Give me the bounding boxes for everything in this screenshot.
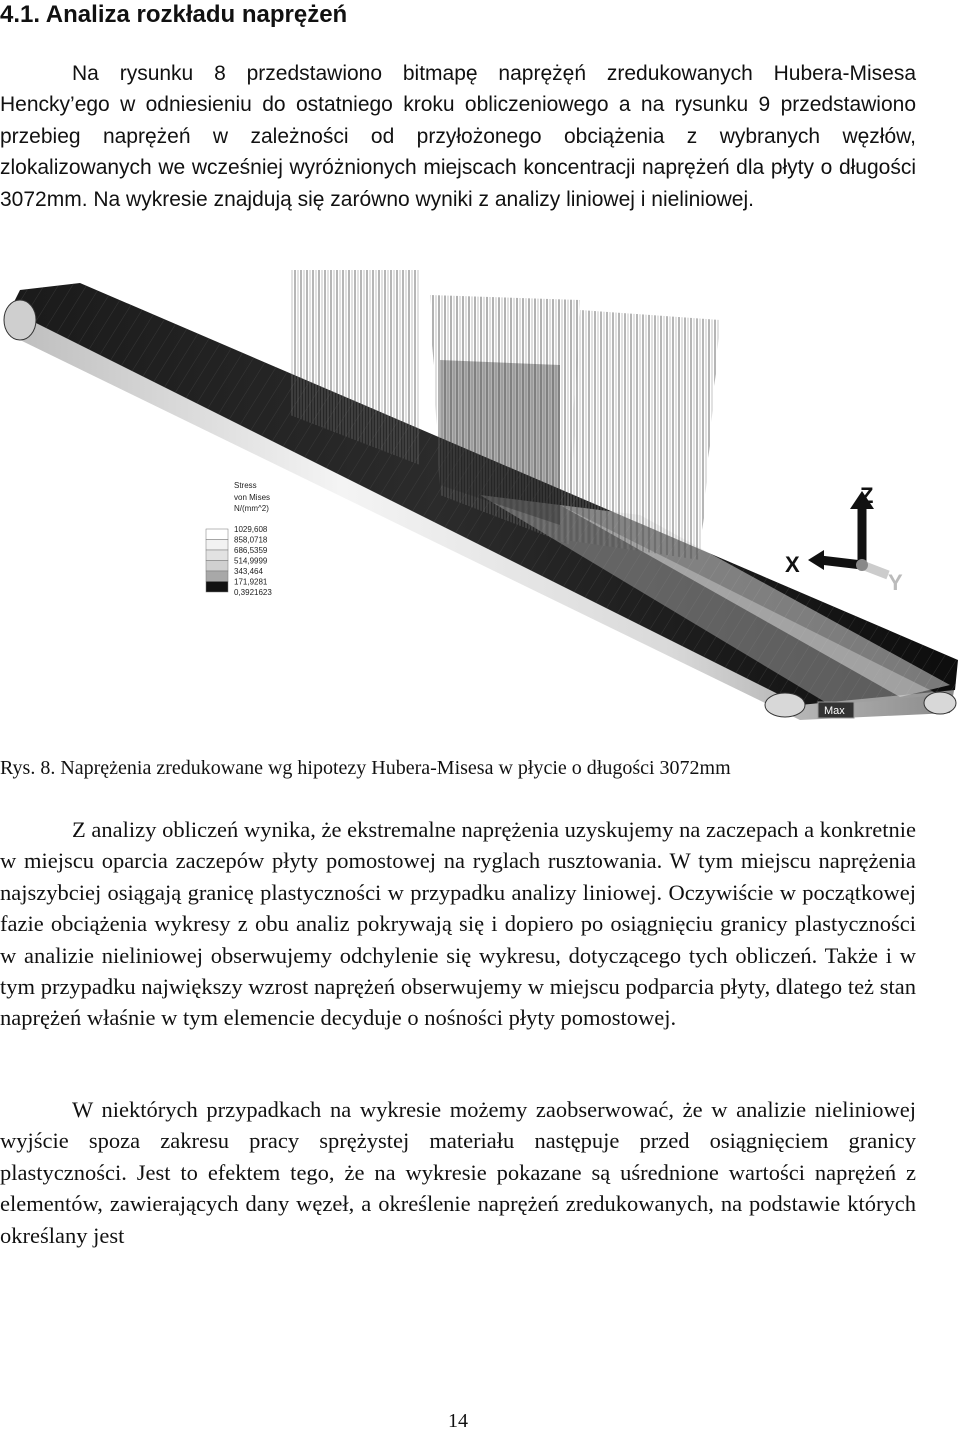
legend-unit: N/(mm^2) [234, 504, 269, 513]
axis-origin [856, 559, 868, 571]
legend-value-label: 1029,608 [234, 525, 268, 534]
hook-right-2 [924, 692, 956, 714]
axis-triad [785, 483, 903, 595]
axis-x-arrowhead [808, 550, 824, 570]
axis-z-label: Z [860, 483, 874, 508]
figure-caption: Rys. 8. Naprężenia zredukowane wg hipotezy Hubera-Misesa w płycie o długości 3072mm [0, 757, 731, 779]
legend-swatch [206, 582, 228, 593]
legend-value-label: 0,3921623 [234, 588, 272, 597]
fem-model-render [0, 265, 960, 725]
paragraph-nonlinear [0, 1094, 916, 1251]
hook-left [4, 300, 36, 340]
paragraph-analysis-text: Z analizy obliczeń wynika, że ekstremalne naprężenia uzyskujemy na zaczepach a konkretnie w miejscu oparcia zaczepów płyty pomostowej na ryglach rusztowania. W tym miejscu naprężenia najszybciej osiągają granicę plastyczności w przypadku analizy liniowej. Oczywiście w początkowej fazie obciążenia wykresy z obu analiz pokrywają się i dopiero po osiągnięciu granicy plastyczności w analizie nieliniowej obserwujemy odchylenie się wykresu, dotyczącego tych obliczeń. Także i w tym przypadku największy wzrost naprężeń obserwujemy w miejscu podparcia płyty, dlatego też stan naprężeń właśnie w tym elemencie decyduje o nośności płyty pomostowej. [0, 817, 916, 1031]
legend-title-von-mises: von Mises [234, 493, 271, 502]
page-number: 14 [448, 1410, 468, 1432]
legend-value-label: 858,0718 [234, 535, 268, 545]
legend-value-label: 514,9999 [234, 556, 268, 566]
hook-right-1 [765, 693, 805, 717]
legend-swatch [206, 571, 228, 582]
paragraph-intro [0, 58, 916, 215]
legend-values [234, 525, 272, 597]
legend-value-label: 686,5359 [234, 546, 268, 555]
section-heading: 4.1. Analiza rozkładu naprężeń [0, 1, 348, 28]
legend-value-label: 171,9281 [234, 577, 268, 587]
paragraph-nonlinear-text: W niektórych przypadkach na wykresie możemy zaobserwować, że w analizie nieliniowej wyjście spoza zakresu pracy sprężystej materiału następuje przed osiągnięciem granicy plastyczności. Jest to efektem tego, że na wykresie pokazane są uśrednione wartości naprężeń z elementów, zawierających dany węzeł, a określenie naprężeń zredukowanych, na podstawie których określany jest [0, 1097, 916, 1248]
legend-swatch [206, 561, 228, 572]
max-marker-label: Max [824, 705, 845, 717]
legend-swatch [206, 529, 228, 540]
paragraph-intro-text: Na rysunku 8 przedstawiono bitmapę naprężęń zredukowanych Hubera-Misesa Hencky’ego w odniesieniu do ostatniego kroku obliczeniowego a na rysunku 9 przedstawiono przebieg naprężeń w zależności od przyłożonego obciążenia z wybranych węzłów, zlokalizowanych we wcześniej wyróżnionych miejscach koncentracji naprężeń dla płyty o długości 3072mm. Na wykresie znajdują się zarówno wyniki z analizy liniowej i nieliniowej. [0, 62, 916, 211]
legend-value-label: 343,464 [234, 567, 263, 576]
stress-legend [206, 481, 272, 597]
legend-swatch [206, 550, 228, 561]
load-arrow-panels [290, 270, 720, 560]
stress-bitmap-figure [0, 265, 960, 725]
load-panel-3 [565, 310, 720, 560]
axis-y-label: Y [888, 570, 903, 595]
legend-title-stress: Stress [234, 481, 257, 490]
legend-swatch [206, 540, 228, 551]
axis-x-label: X [785, 552, 800, 577]
legend-color-bar [206, 529, 228, 592]
paragraph-analysis [0, 814, 916, 1034]
axis-x-line [820, 560, 862, 565]
